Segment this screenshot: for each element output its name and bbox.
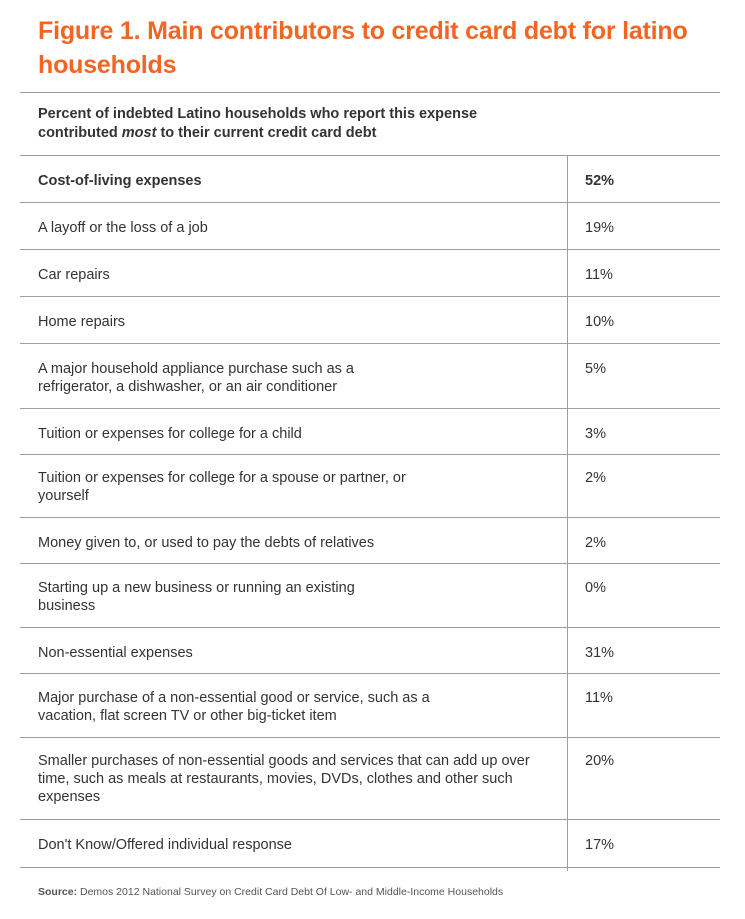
row-label: A layoff or the loss of a job <box>38 220 208 236</box>
row-label: Non-essential expenses <box>38 645 193 661</box>
table-row <box>20 518 720 564</box>
row-label: Starting up a new business or running an existing business <box>38 580 355 614</box>
row-label: Smaller purchases of non-essential goods and services that can add up over time, such as meals at restaurants, movies, DVDs, clothes and other such expenses <box>38 753 530 805</box>
row-value: 11% <box>585 267 613 283</box>
row-label: A major household appliance purchase such as a refrigerator, a dishwasher, or an air conditioner <box>38 361 354 395</box>
table-row <box>20 628 720 674</box>
row-value: 10% <box>585 314 615 330</box>
row-value: 11% <box>585 690 613 706</box>
row-value: 52% <box>585 173 615 189</box>
row-value: 2% <box>585 470 606 486</box>
table-row <box>20 409 720 455</box>
row-label: Don't Know/Offered individual response <box>38 837 292 853</box>
source-note <box>38 885 503 899</box>
row-value: 17% <box>585 837 615 853</box>
row-label: Cost-of-living expenses <box>38 173 202 189</box>
row-label: Major purchase of a non-essential good or service, such as a vacation, flat screen TV or other big-ticket item <box>38 690 430 724</box>
table-caption <box>38 105 558 143</box>
column-divider <box>567 155 568 871</box>
table-row <box>20 344 720 409</box>
table-row <box>20 455 720 518</box>
table-row <box>20 820 720 868</box>
table-row <box>20 564 720 628</box>
caption-part-2: to their current credit card debt <box>156 125 377 141</box>
row-label: Car repairs <box>38 267 110 283</box>
figure-title: Figure 1. Main contributors to credit card debt for latino households <box>38 17 688 79</box>
caption-part-1: Percent of indebted Latino households who report this expense contributed <box>38 106 478 141</box>
table-row <box>20 250 720 297</box>
row-label: Money given to, or used to pay the debts of relatives <box>38 535 375 551</box>
row-label: Tuition or expenses for college for a child <box>38 426 302 442</box>
top-rule <box>20 92 720 93</box>
caption-emphasis: most <box>121 125 157 141</box>
row-value: 31% <box>585 645 615 661</box>
table-row <box>20 203 720 250</box>
row-value: 2% <box>585 535 606 551</box>
row-label: Tuition or expenses for college for a spouse or partner, or yourself <box>38 470 406 504</box>
row-value: 20% <box>585 753 615 769</box>
table-row <box>20 674 720 738</box>
row-value: 19% <box>585 220 615 236</box>
table-row <box>20 297 720 344</box>
row-value: 0% <box>585 580 606 596</box>
row-label: Home repairs <box>38 314 126 330</box>
source-prefix: Source: <box>38 886 78 898</box>
data-table <box>20 155 720 868</box>
table-row <box>20 738 720 820</box>
source-text: Demos 2012 National Survey on Credit Card Debt Of Low- and Middle-Income Households <box>77 886 504 898</box>
row-value: 5% <box>585 361 606 377</box>
row-value: 3% <box>585 426 606 442</box>
table-row <box>20 156 720 203</box>
